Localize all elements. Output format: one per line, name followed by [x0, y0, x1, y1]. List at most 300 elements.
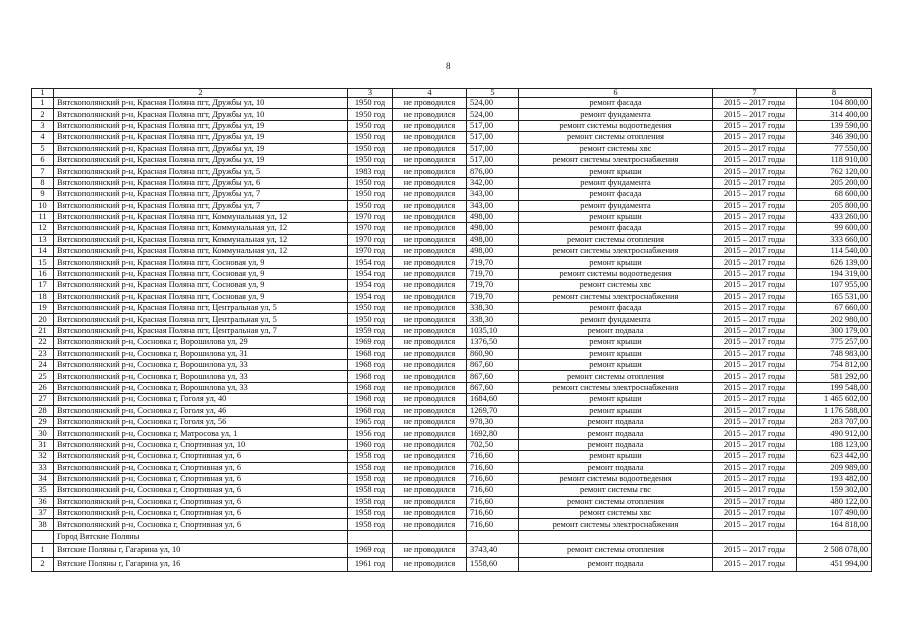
period-cell: 2015 – 2017 годы	[713, 519, 797, 530]
last-repair-cell: не проводился	[393, 337, 467, 348]
row-number-cell: 30	[32, 428, 54, 439]
repair-type-cell: ремонт системы электроснабжения	[519, 154, 713, 165]
row-number-cell: 11	[32, 211, 54, 222]
cost-cell: 67 660,00	[797, 303, 872, 314]
last-repair-cell: не проводился	[393, 246, 467, 257]
table-row	[32, 382, 872, 393]
last-repair-cell: не проводился	[393, 154, 467, 165]
cost-cell: 193 482,00	[797, 473, 872, 484]
period-cell: 2015 – 2017 годы	[713, 257, 797, 268]
repair-type-cell: ремонт системы электроснабжения	[519, 291, 713, 302]
repair-type-cell: ремонт крыши	[519, 348, 713, 359]
address-cell: Вятскополянский р-н, Сосновка г, Ворошилова ул, 31	[54, 348, 348, 359]
period-cell: 2015 – 2017 годы	[713, 314, 797, 325]
row-number-cell: 6	[32, 154, 54, 165]
table-row	[32, 120, 872, 131]
repair-schedule-table	[31, 88, 872, 572]
period-cell: 2015 – 2017 годы	[713, 143, 797, 154]
cost-cell: 118 910,00	[797, 154, 872, 165]
cost-cell: 433 260,00	[797, 211, 872, 222]
last-repair-cell: не проводился	[393, 359, 467, 370]
area-cell: 719,70	[467, 268, 519, 279]
address-cell: Вятскополянский р-н, Красная Поляна пгт, Сосновая ул, 9	[54, 257, 348, 268]
table-row	[32, 473, 872, 484]
repair-type-cell: ремонт крыши	[519, 451, 713, 462]
row-number-cell: 27	[32, 394, 54, 405]
last-repair-cell: не проводился	[393, 557, 467, 571]
build-year-cell: 1969 год	[348, 543, 393, 557]
period-cell: 2015 – 2017 годы	[713, 154, 797, 165]
repair-type-cell: ремонт подвала	[519, 557, 713, 571]
page-number: 8	[446, 61, 451, 71]
cost-cell: 205 200,00	[797, 177, 872, 188]
address-cell: Вятскополянский р-н, Красная Поляна пгт, Дружбы ул, 19	[54, 132, 348, 143]
section-empty-cell	[32, 530, 54, 543]
period-cell: 2015 – 2017 годы	[713, 485, 797, 496]
row-number-cell: 25	[32, 371, 54, 382]
period-cell: 2015 – 2017 годы	[713, 405, 797, 416]
period-cell: 2015 – 2017 годы	[713, 268, 797, 279]
last-repair-cell: не проводился	[393, 211, 467, 222]
area-cell: 716,60	[467, 473, 519, 484]
last-repair-cell: не проводился	[393, 98, 467, 109]
period-cell: 2015 – 2017 годы	[713, 189, 797, 200]
area-cell: 1376,50	[467, 337, 519, 348]
cost-cell: 107 490,00	[797, 508, 872, 519]
period-cell: 2015 – 2017 годы	[713, 177, 797, 188]
header-cell-8: 8	[797, 89, 872, 98]
cost-cell: 748 983,00	[797, 348, 872, 359]
cost-cell: 194 319,00	[797, 268, 872, 279]
cost-cell: 775 257,00	[797, 337, 872, 348]
table-row	[32, 371, 872, 382]
repair-type-cell: ремонт подвала	[519, 416, 713, 427]
repair-type-cell: ремонт системы хвс	[519, 280, 713, 291]
area-cell: 719,70	[467, 257, 519, 268]
section-heading-row	[32, 530, 872, 543]
address-cell: Вятскополянский р-н, Сосновка г, Спортивная ул, 6	[54, 485, 348, 496]
area-cell: 719,70	[467, 280, 519, 291]
address-cell: Вятскополянский р-н, Красная Поляна пгт, Коммунальная ул, 12	[54, 211, 348, 222]
last-repair-cell: не проводился	[393, 268, 467, 279]
cost-cell: 202 980,00	[797, 314, 872, 325]
header-cell-5: 5	[467, 89, 519, 98]
address-cell: Вятскополянский р-н, Сосновка г, Спортивная ул, 10	[54, 439, 348, 450]
cost-cell: 1 465 602,00	[797, 394, 872, 405]
row-number-cell: 10	[32, 200, 54, 211]
build-year-cell: 1968 год	[348, 359, 393, 370]
last-repair-cell: не проводился	[393, 132, 467, 143]
cost-cell: 2 508 078,00	[797, 543, 872, 557]
section-empty-cell	[393, 530, 467, 543]
area-cell: 978,30	[467, 416, 519, 427]
table-row	[32, 428, 872, 439]
table-row	[32, 166, 872, 177]
last-repair-cell: не проводился	[393, 234, 467, 245]
repair-type-cell: ремонт системы отопления	[519, 543, 713, 557]
period-cell: 2015 – 2017 годы	[713, 223, 797, 234]
table-row	[32, 557, 872, 571]
period-cell: 2015 – 2017 годы	[713, 428, 797, 439]
build-year-cell: 1968 год	[348, 348, 393, 359]
cost-cell: 623 442,00	[797, 451, 872, 462]
area-cell: 498,00	[467, 246, 519, 257]
period-cell: 2015 – 2017 годы	[713, 200, 797, 211]
row-number-cell: 18	[32, 291, 54, 302]
area-cell: 716,60	[467, 496, 519, 507]
area-cell: 1684,60	[467, 394, 519, 405]
last-repair-cell: не проводился	[393, 325, 467, 336]
row-number-cell: 29	[32, 416, 54, 427]
section-empty-cell	[519, 530, 713, 543]
period-cell: 2015 – 2017 годы	[713, 132, 797, 143]
area-cell: 716,60	[467, 462, 519, 473]
row-number-cell: 19	[32, 303, 54, 314]
build-year-cell: 1954 год	[348, 291, 393, 302]
row-number-cell: 4	[32, 132, 54, 143]
area-cell: 498,00	[467, 223, 519, 234]
repair-type-cell: ремонт крыши	[519, 211, 713, 222]
build-year-cell: 1958 год	[348, 473, 393, 484]
repair-type-cell: ремонт подвала	[519, 462, 713, 473]
cost-cell: 139 590,00	[797, 120, 872, 131]
period-cell: 2015 – 2017 годы	[713, 337, 797, 348]
build-year-cell: 1965 год	[348, 416, 393, 427]
table-row	[32, 348, 872, 359]
area-cell: 867,60	[467, 359, 519, 370]
row-number-cell: 34	[32, 473, 54, 484]
header-cell-4: 4	[393, 89, 467, 98]
area-cell: 343,00	[467, 200, 519, 211]
build-year-cell: 1958 год	[348, 508, 393, 519]
cost-cell: 581 292,00	[797, 371, 872, 382]
build-year-cell: 1970 год	[348, 246, 393, 257]
repair-type-cell: ремонт фундамента	[519, 177, 713, 188]
last-repair-cell: не проводился	[393, 462, 467, 473]
row-number-cell: 23	[32, 348, 54, 359]
address-cell: Вятские Поляны г, Гагарина ул, 10	[54, 543, 348, 557]
repair-type-cell: ремонт системы хвс	[519, 508, 713, 519]
table-row	[32, 234, 872, 245]
cost-cell: 107 955,00	[797, 280, 872, 291]
area-cell: 338,30	[467, 314, 519, 325]
repair-type-cell: ремонт фасада	[519, 223, 713, 234]
address-cell: Вятскополянский р-н, Сосновка г, Спортивная ул, 6	[54, 462, 348, 473]
repair-type-cell: ремонт фундамента	[519, 314, 713, 325]
area-cell: 719,70	[467, 291, 519, 302]
period-cell: 2015 – 2017 годы	[713, 166, 797, 177]
address-cell: Вятскополянский р-н, Сосновка г, Ворошилова ул, 33	[54, 382, 348, 393]
table-row	[32, 519, 872, 530]
last-repair-cell: не проводился	[393, 303, 467, 314]
last-repair-cell: не проводился	[393, 473, 467, 484]
area-cell: 716,60	[467, 519, 519, 530]
last-repair-cell: не проводился	[393, 428, 467, 439]
address-cell: Вятскополянский р-н, Сосновка г, Спортивная ул, 6	[54, 496, 348, 507]
address-cell: Вятскополянский р-н, Красная Поляна пгт, Сосновая ул, 9	[54, 268, 348, 279]
last-repair-cell: не проводился	[393, 543, 467, 557]
address-cell: Вятскополянский р-н, Красная Поляна пгт, Центральная ул, 7	[54, 325, 348, 336]
last-repair-cell: не проводился	[393, 348, 467, 359]
area-cell: 867,60	[467, 382, 519, 393]
build-year-cell: 1958 год	[348, 519, 393, 530]
build-year-cell: 1950 год	[348, 143, 393, 154]
build-year-cell: 1954 год	[348, 280, 393, 291]
row-number-cell: 7	[32, 166, 54, 177]
period-cell: 2015 – 2017 годы	[713, 451, 797, 462]
address-cell: Вятскополянский р-н, Красная Поляна пгт, Сосновая ул, 9	[54, 291, 348, 302]
address-cell: Вятскополянский р-н, Сосновка г, Ворошилова ул, 29	[54, 337, 348, 348]
area-cell: 860,90	[467, 348, 519, 359]
row-number-cell: 12	[32, 223, 54, 234]
area-cell: 517,00	[467, 132, 519, 143]
build-year-cell: 1950 год	[348, 189, 393, 200]
address-cell: Вятскополянский р-н, Красная Поляна пгт, Дружбы ул, 19	[54, 154, 348, 165]
address-cell: Вятскополянский р-н, Сосновка г, Ворошилова ул, 33	[54, 359, 348, 370]
table-row	[32, 359, 872, 370]
last-repair-cell: не проводился	[393, 166, 467, 177]
last-repair-cell: не проводился	[393, 143, 467, 154]
build-year-cell: 1954 год	[348, 257, 393, 268]
row-number-cell: 14	[32, 246, 54, 257]
build-year-cell: 1968 год	[348, 371, 393, 382]
period-cell: 2015 – 2017 годы	[713, 557, 797, 571]
period-cell: 2015 – 2017 годы	[713, 211, 797, 222]
address-cell: Вятскополянский р-н, Красная Поляна пгт, Коммунальная ул, 12	[54, 223, 348, 234]
area-cell: 338,30	[467, 303, 519, 314]
repair-type-cell: ремонт системы водоотведения	[519, 268, 713, 279]
build-year-cell: 1960 год	[348, 439, 393, 450]
row-number-cell: 2	[32, 109, 54, 120]
build-year-cell: 1958 год	[348, 462, 393, 473]
table-row	[32, 543, 872, 557]
table-row	[32, 223, 872, 234]
address-cell: Вятскополянский р-н, Красная Поляна пгт, Дружбы ул, 7	[54, 189, 348, 200]
repair-type-cell: ремонт крыши	[519, 337, 713, 348]
build-year-cell: 1950 год	[348, 200, 393, 211]
area-cell: 1269,70	[467, 405, 519, 416]
header-cell-1: 1	[32, 89, 54, 98]
repair-type-cell: ремонт системы водоотведения	[519, 120, 713, 131]
row-number-cell: 3	[32, 120, 54, 131]
row-number-cell: 1	[32, 98, 54, 109]
address-cell: Вятскополянский р-н, Сосновка г, Спортивная ул, 6	[54, 473, 348, 484]
build-year-cell: 1970 год	[348, 211, 393, 222]
table-row	[32, 451, 872, 462]
repair-type-cell: ремонт подвала	[519, 439, 713, 450]
area-cell: 524,00	[467, 109, 519, 120]
period-cell: 2015 – 2017 годы	[713, 394, 797, 405]
row-number-cell: 26	[32, 382, 54, 393]
period-cell: 2015 – 2017 годы	[713, 382, 797, 393]
cost-cell: 480 122,00	[797, 496, 872, 507]
row-number-cell: 13	[32, 234, 54, 245]
table-row	[32, 439, 872, 450]
build-year-cell: 1958 год	[348, 485, 393, 496]
last-repair-cell: не проводился	[393, 439, 467, 450]
build-year-cell: 1961 год	[348, 557, 393, 571]
build-year-cell: 1950 год	[348, 154, 393, 165]
section-empty-cell	[348, 530, 393, 543]
cost-cell: 762 120,00	[797, 166, 872, 177]
cost-cell: 199 548,00	[797, 382, 872, 393]
area-cell: 517,00	[467, 154, 519, 165]
repair-type-cell: ремонт системы электроснабжения	[519, 519, 713, 530]
area-cell: 716,60	[467, 508, 519, 519]
address-cell: Вятскополянский р-н, Красная Поляна пгт, Дружбы ул, 10	[54, 98, 348, 109]
area-cell: 517,00	[467, 143, 519, 154]
last-repair-cell: не проводился	[393, 371, 467, 382]
last-repair-cell: не проводился	[393, 394, 467, 405]
row-number-cell: 20	[32, 314, 54, 325]
address-cell: Вятскополянский р-н, Красная Поляна пгт, Сосновая ул, 9	[54, 280, 348, 291]
cost-cell: 165 531,00	[797, 291, 872, 302]
address-cell: Вятскополянский р-н, Сосновка г, Спортивная ул, 6	[54, 508, 348, 519]
area-cell: 524,00	[467, 98, 519, 109]
table-row	[32, 98, 872, 109]
cost-cell: 114 540,00	[797, 246, 872, 257]
table-row	[32, 177, 872, 188]
row-number-cell: 31	[32, 439, 54, 450]
address-cell: Вятскополянский р-н, Сосновка г, Гоголя ул, 56	[54, 416, 348, 427]
table-row	[32, 394, 872, 405]
cost-cell: 490 912,00	[797, 428, 872, 439]
table-row	[32, 337, 872, 348]
area-cell: 1558,60	[467, 557, 519, 571]
repair-type-cell: ремонт фасада	[519, 303, 713, 314]
section-title: Город Вятские Поляны	[54, 530, 348, 543]
row-number-cell: 32	[32, 451, 54, 462]
period-cell: 2015 – 2017 годы	[713, 303, 797, 314]
area-cell: 716,60	[467, 451, 519, 462]
build-year-cell: 1970 год	[348, 234, 393, 245]
build-year-cell: 1958 год	[348, 496, 393, 507]
address-cell: Вятскополянский р-н, Красная Поляна пгт, Дружбы ул, 10	[54, 109, 348, 120]
cost-cell: 205 800,00	[797, 200, 872, 211]
address-cell: Вятскополянский р-н, Красная Поляна пгт, Дружбы ул, 19	[54, 120, 348, 131]
table-row	[32, 268, 872, 279]
row-number-cell: 22	[32, 337, 54, 348]
build-year-cell: 1950 год	[348, 177, 393, 188]
build-year-cell: 1983 год	[348, 166, 393, 177]
cost-cell: 314 400,00	[797, 109, 872, 120]
repair-type-cell: ремонт системы отопления	[519, 371, 713, 382]
row-number-cell: 24	[32, 359, 54, 370]
repair-type-cell: ремонт системы электроснабжения	[519, 246, 713, 257]
row-number-cell: 2	[32, 557, 54, 571]
period-cell: 2015 – 2017 годы	[713, 543, 797, 557]
repair-type-cell: ремонт фасада	[519, 98, 713, 109]
cost-cell: 104 800,00	[797, 98, 872, 109]
period-cell: 2015 – 2017 годы	[713, 416, 797, 427]
header-cell-3: 3	[348, 89, 393, 98]
cost-cell: 346 390,00	[797, 132, 872, 143]
table-row	[32, 496, 872, 507]
repair-type-cell: ремонт системы отопления	[519, 132, 713, 143]
row-number-cell: 16	[32, 268, 54, 279]
period-cell: 2015 – 2017 годы	[713, 98, 797, 109]
repair-type-cell: ремонт фасада	[519, 189, 713, 200]
area-cell: 1692,80	[467, 428, 519, 439]
repair-type-cell: ремонт крыши	[519, 394, 713, 405]
table-body	[32, 89, 872, 572]
period-cell: 2015 – 2017 годы	[713, 280, 797, 291]
section-empty-cell	[713, 530, 797, 543]
address-cell: Вятскополянский р-н, Красная Поляна пгт, Дружбы ул, 6	[54, 177, 348, 188]
cost-cell: 754 812,00	[797, 359, 872, 370]
table-row	[32, 325, 872, 336]
repair-type-cell: ремонт системы гвс	[519, 485, 713, 496]
table-row	[32, 462, 872, 473]
area-cell: 498,00	[467, 211, 519, 222]
period-cell: 2015 – 2017 годы	[713, 462, 797, 473]
repair-type-cell: ремонт крыши	[519, 257, 713, 268]
address-cell: Вятскополянский р-н, Сосновка г, Гоголя ул, 46	[54, 405, 348, 416]
row-number-cell: 9	[32, 189, 54, 200]
period-cell: 2015 – 2017 годы	[713, 246, 797, 257]
area-cell: 702,50	[467, 439, 519, 450]
repair-type-cell: ремонт системы отопления	[519, 496, 713, 507]
table-row	[32, 257, 872, 268]
row-number-cell: 21	[32, 325, 54, 336]
last-repair-cell: не проводился	[393, 314, 467, 325]
address-cell: Вятскополянский р-н, Красная Поляна пгт, Коммунальная ул, 12	[54, 234, 348, 245]
area-cell: 1035,10	[467, 325, 519, 336]
repair-type-cell: ремонт крыши	[519, 166, 713, 177]
build-year-cell: 1959 год	[348, 325, 393, 336]
last-repair-cell: не проводился	[393, 405, 467, 416]
area-cell: 716,60	[467, 485, 519, 496]
build-year-cell: 1970 год	[348, 223, 393, 234]
build-year-cell: 1956 год	[348, 428, 393, 439]
table-row	[32, 246, 872, 257]
period-cell: 2015 – 2017 годы	[713, 359, 797, 370]
row-number-cell: 33	[32, 462, 54, 473]
row-number-cell: 1	[32, 543, 54, 557]
address-cell: Вятскополянский р-н, Красная Поляна пгт, Дружбы ул, 7	[54, 200, 348, 211]
period-cell: 2015 – 2017 годы	[713, 234, 797, 245]
row-number-cell: 36	[32, 496, 54, 507]
area-cell: 3743,40	[467, 543, 519, 557]
repair-type-cell: ремонт фундамента	[519, 109, 713, 120]
last-repair-cell: не проводился	[393, 189, 467, 200]
last-repair-cell: не проводился	[393, 519, 467, 530]
last-repair-cell: не проводился	[393, 120, 467, 131]
repair-type-cell: ремонт подвала	[519, 325, 713, 336]
last-repair-cell: не проводился	[393, 223, 467, 234]
header-cell-2: 2	[54, 89, 348, 98]
period-cell: 2015 – 2017 годы	[713, 371, 797, 382]
last-repair-cell: не проводился	[393, 257, 467, 268]
cost-cell: 626 139,00	[797, 257, 872, 268]
area-cell: 517,00	[467, 120, 519, 131]
row-number-cell: 38	[32, 519, 54, 530]
period-cell: 2015 – 2017 годы	[713, 439, 797, 450]
area-cell: 867,60	[467, 371, 519, 382]
last-repair-cell: не проводился	[393, 485, 467, 496]
table-row	[32, 154, 872, 165]
section-empty-cell	[797, 530, 872, 543]
table-row	[32, 143, 872, 154]
address-cell: Вятскополянский р-н, Сосновка г, Ворошилова ул, 33	[54, 371, 348, 382]
period-cell: 2015 – 2017 годы	[713, 508, 797, 519]
row-number-cell: 8	[32, 177, 54, 188]
section-empty-cell	[467, 530, 519, 543]
repair-type-cell: ремонт крыши	[519, 405, 713, 416]
cost-cell: 99 600,00	[797, 223, 872, 234]
row-number-cell: 15	[32, 257, 54, 268]
last-repair-cell: не проводился	[393, 416, 467, 427]
